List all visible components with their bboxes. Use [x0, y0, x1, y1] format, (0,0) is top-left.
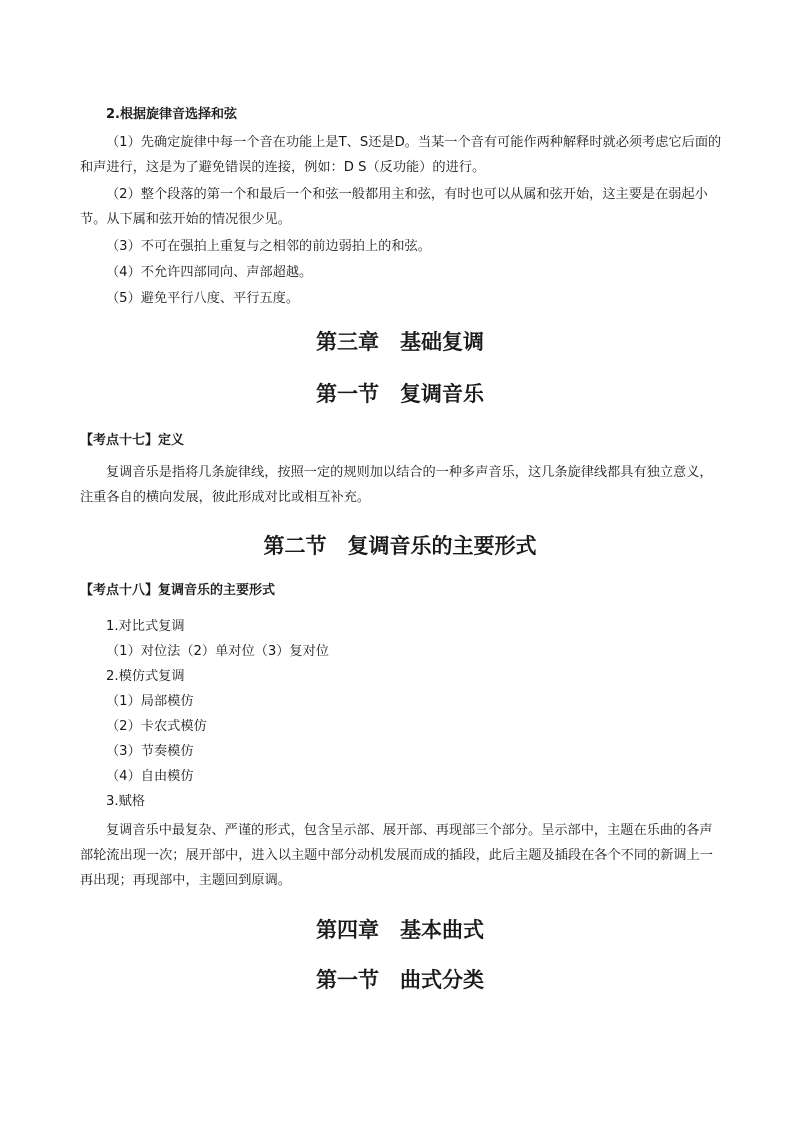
fugue-paragraph: 复调音乐中最复杂、严谨的形式，包含呈示部、展开部、再现部三个部分。呈示部中，主题在乐曲的各声部轮流出现一次；展开部中，进入以主题中部分动机发展而成的插段，此后主题及插段在各个不同的新调上一再出现；再现部中，主题回到原调。	[80, 823, 713, 888]
kaodian-heading: 【考点十七】定义	[80, 433, 185, 448]
section-title: 第二节 复调音乐的主要形式	[263, 534, 537, 558]
chapter-title: 第三章 基础复调	[316, 330, 484, 354]
form-item: （1）对位法（2）单对位（3）复对位	[106, 644, 329, 659]
section-title: 第一节 曲式分类	[316, 968, 484, 992]
kaodian-heading: 【考点十八】复调音乐的主要形式	[80, 583, 276, 598]
form-item: 3.赋格	[106, 794, 145, 809]
form-item: 2.模仿式复调	[106, 669, 185, 684]
section-heading-chord-selection: 2.根据旋律音选择和弦	[106, 107, 237, 122]
rule-item: （4）不允许四部同向、声部超越。	[106, 265, 313, 280]
form-item: （1）局部模仿	[106, 694, 194, 709]
form-item: （3）节奏模仿	[106, 744, 194, 759]
definition-paragraph: 复调音乐是指将几条旋律线，按照一定的规则加以结合的一种多声音乐，这几条旋律线都具有独立意义，注重各自的横向发展，彼此形成对比或相互补充。	[80, 465, 713, 505]
rule-item: （3）不可在强拍上重复与之相邻的前边弱拍上的和弦。	[106, 239, 431, 254]
rule-paragraph: （1）先确定旋律中每一个音在功能上是T、S还是D。当某一个音有可能作两种解释时就必须考虑它后面的和声进行，这是为了避免错误的连接，例如：D S（反功能）的进行。	[80, 135, 722, 175]
section-title: 第一节 复调音乐	[316, 382, 484, 406]
form-item: 1.对比式复调	[106, 619, 185, 634]
chapter-title: 第四章 基本曲式	[316, 918, 484, 942]
rule-item: （5）避免平行八度、平行五度。	[106, 291, 300, 306]
form-item: （4）自由模仿	[106, 769, 194, 784]
rule-paragraph: （2）整个段落的第一个和最后一个和弦一般都用主和弦，有时也可以从属和弦开始，这主要是在弱起小节。从下属和弦开始的情况很少见。	[80, 187, 708, 227]
form-item: （2）卡农式模仿	[106, 719, 207, 734]
